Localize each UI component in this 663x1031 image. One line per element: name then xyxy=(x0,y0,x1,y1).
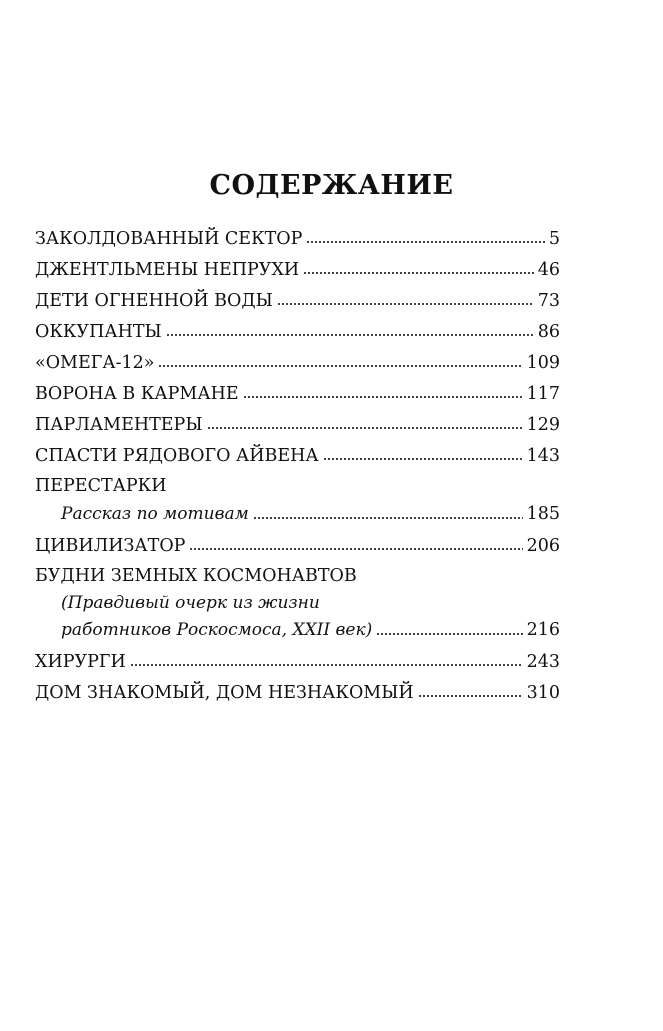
toc-entry xyxy=(35,472,560,500)
toc-entry-title: ОККУПАНТЫ xyxy=(35,322,162,342)
toc-entry-title: ПАРЛАМЕНТЕРЫ xyxy=(35,415,203,435)
dot-leader xyxy=(130,664,523,666)
toc-entry xyxy=(35,441,560,472)
toc-entry-page: 46 xyxy=(537,260,560,280)
toc-entry-page: 117 xyxy=(526,384,560,404)
toc-entry-page: 185 xyxy=(526,504,560,524)
toc-entry xyxy=(35,348,560,379)
toc-entry xyxy=(35,224,560,255)
dot-leader xyxy=(189,548,522,550)
toc-entry xyxy=(35,678,560,709)
toc-entry xyxy=(35,562,560,590)
toc-entry-title: ДЕТИ ОГНЕННОЙ ВОДЫ xyxy=(35,291,273,311)
toc-entry-title: ЗАКОЛДОВАННЫЙ СЕКТОР xyxy=(35,229,303,249)
toc-entry xyxy=(35,286,560,317)
toc-entry xyxy=(35,255,560,286)
table-of-contents xyxy=(35,224,560,709)
toc-entry-page: 243 xyxy=(526,652,560,672)
toc-entry-page: 5 xyxy=(548,229,560,249)
dot-leader xyxy=(418,695,523,697)
toc-entry-title: ПЕРЕСТАРКИ xyxy=(35,476,167,496)
dot-leader xyxy=(323,458,523,460)
toc-entry-title: СПАСТИ РЯДОВОГО АЙВЕНА xyxy=(35,446,319,466)
toc-entry-subtitle-row xyxy=(35,500,560,531)
toc-entry-title: БУДНИ ЗЕМНЫХ КОСМОНАВТОВ xyxy=(35,566,357,586)
dot-leader xyxy=(303,272,534,274)
toc-entry-page: 129 xyxy=(526,415,560,435)
toc-entry-page: 86 xyxy=(537,322,560,342)
toc-entry-subtitle: Рассказ по мотивам xyxy=(61,504,249,524)
dot-leader xyxy=(253,517,523,519)
toc-entry-title: ДЖЕНТЛЬМЕНЫ НЕПРУХИ xyxy=(35,260,300,280)
dot-leader xyxy=(243,396,523,398)
toc-entry-page: 109 xyxy=(526,353,560,373)
toc-entry xyxy=(35,317,560,348)
dot-leader xyxy=(306,241,544,243)
toc-entry-page: 216 xyxy=(526,620,560,640)
toc-entry-page: 73 xyxy=(537,291,560,311)
dot-leader xyxy=(166,334,534,336)
toc-entry-title: «ОМЕГА-12» xyxy=(35,353,155,373)
toc-entry-subtitle: (Правдивый очерк из жизни xyxy=(61,593,320,613)
dot-leader xyxy=(376,633,522,635)
toc-entry xyxy=(35,531,560,562)
toc-entry-title: ЦИВИЛИЗАТОР xyxy=(35,536,186,556)
toc-entry xyxy=(35,379,560,410)
dot-leader xyxy=(207,427,523,429)
toc-entry-title: ДОМ ЗНАКОМЫЙ, ДОМ НЕЗНАКОМЫЙ xyxy=(35,683,414,703)
toc-entry-subtitle-row xyxy=(35,616,560,647)
toc-entry-page: 143 xyxy=(526,446,560,466)
toc-entry xyxy=(35,410,560,441)
toc-entry-page: 206 xyxy=(526,536,560,556)
toc-entry-subtitle: работников Роскосмоса, XXII век) xyxy=(61,620,373,640)
page-title: СОДЕРЖАНИЕ xyxy=(209,170,454,201)
toc-entry-title: ВОРОНА В КАРМАНЕ xyxy=(35,384,239,404)
dot-leader xyxy=(158,365,522,367)
toc-entry-title: ХИРУРГИ xyxy=(35,652,126,672)
toc-entry xyxy=(35,647,560,678)
dot-leader xyxy=(277,303,534,305)
toc-entry-page: 310 xyxy=(526,683,560,703)
toc-entry-subtitle-row xyxy=(35,590,560,616)
